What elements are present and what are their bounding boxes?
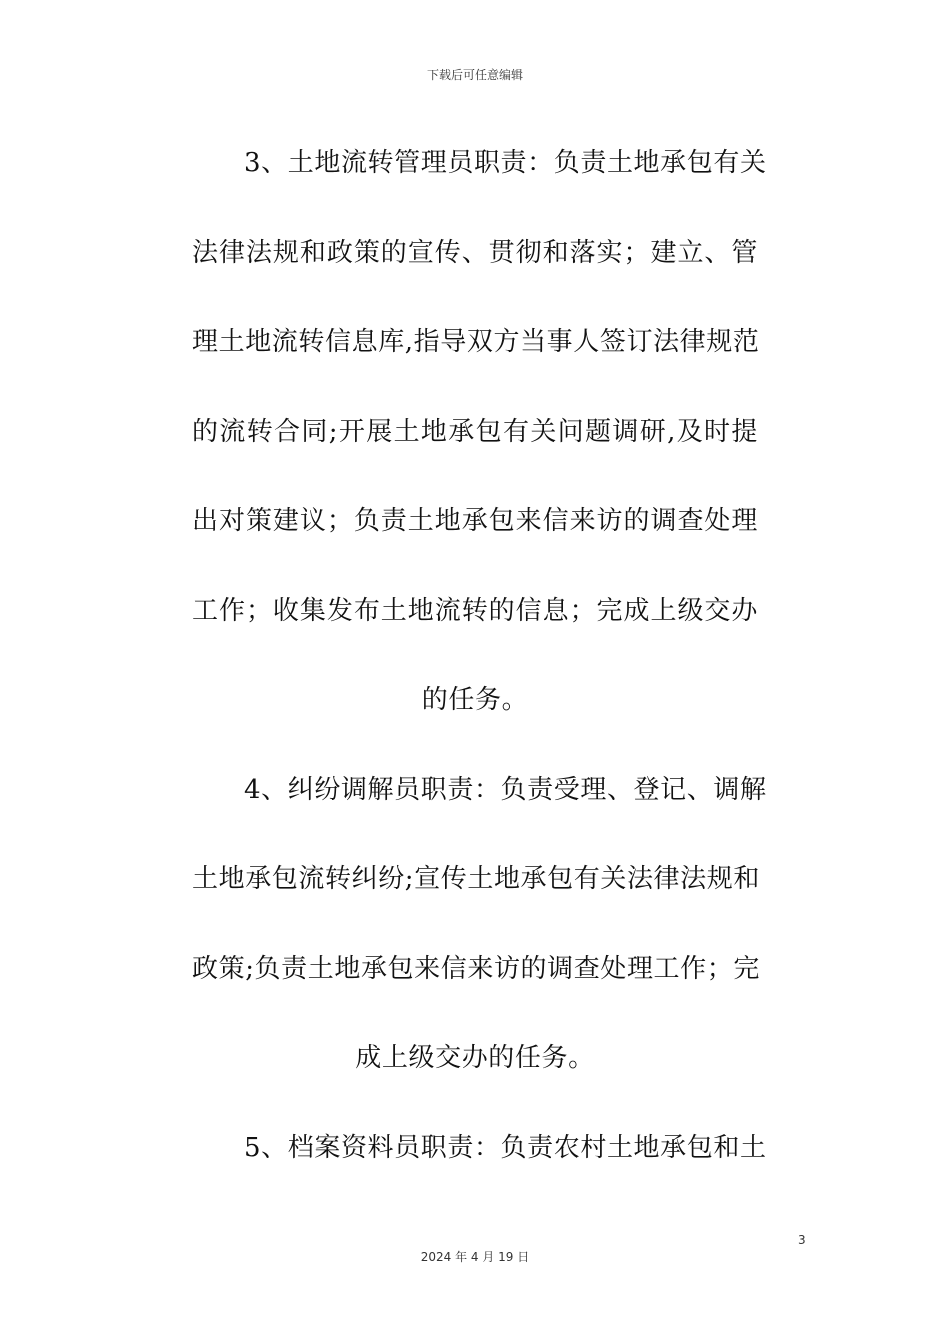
document-body — [192, 134, 767, 1208]
paragraph-3-line-3: 理土地流转信息库,指导双方当事人签订法律规范 — [192, 327, 760, 357]
paragraph-3-line-6: 工作；收集发布土地流转的信息；完成上级交办 — [192, 595, 758, 626]
page-header: 下载后可任意编辑 — [426, 68, 523, 82]
paragraph-4-line-3: 政策;负责土地承包来信来访的调查处理工作；完 — [192, 953, 760, 984]
paragraph-4-line-1: 4、纠纷调解员职责：负责受理、登记、调解 — [244, 774, 767, 805]
paragraph-3-line-5: 出对策建议；负责土地承包来信来访的调查处理 — [192, 506, 758, 536]
paragraph-3-line-1: 3、土地流转管理员职责：负责土地承包有关 — [244, 148, 767, 178]
paragraph-4-line-4: 成上级交办的任务。 — [355, 1043, 595, 1073]
paragraph-5-line-1: 5、档案资料员职责：负责农村土地承包和土 — [244, 1132, 767, 1163]
paragraph-3-line-2: 法律法规和政策的宣传、贯彻和落实；建立、管 — [192, 237, 758, 268]
paragraph-3-line-4: 的流转合同;开展土地承包有关问题调研,及时提 — [192, 416, 758, 447]
page-number: 3 — [798, 1233, 806, 1247]
paragraph-3-line-7: 的任务。 — [421, 685, 529, 715]
paragraph-4-line-2: 土地承包流转纠纷;宣传土地承包有关法律法规和 — [192, 864, 760, 894]
page-footer-date: 2024 年 4 月 19 日 — [420, 1250, 530, 1264]
